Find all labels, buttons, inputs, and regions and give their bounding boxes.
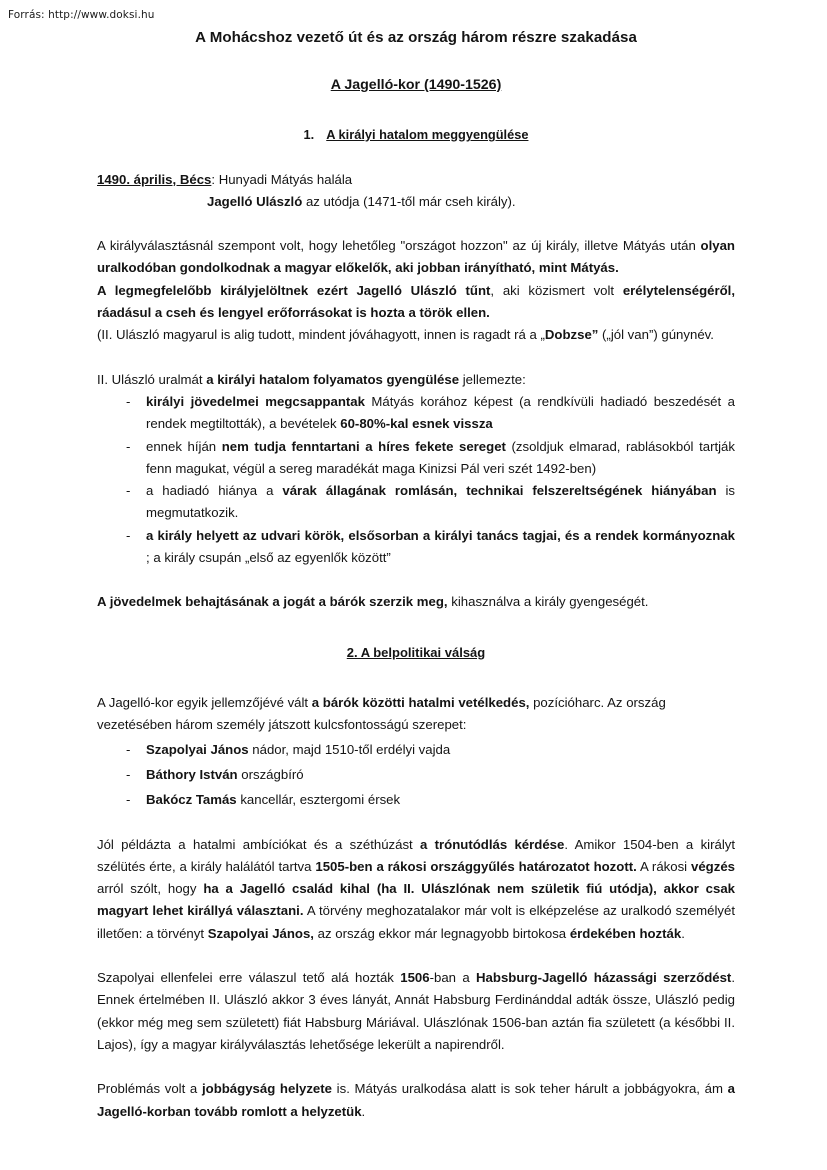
succession-part2: . Amikor 1504-ben a királyt szélütés érte, a király halálától tartva xyxy=(97,836,736,874)
succession-bold6: érdekében hozták xyxy=(569,925,682,941)
succession-part5: A törvény meghozatalakor már volt is elképzelése az uralkodó személyét illetően: a törvényt xyxy=(97,903,735,941)
section-2-heading xyxy=(97,642,735,664)
item-1-bold: nem tudja fenntartani a híres fekete sereget xyxy=(221,438,506,454)
list-item xyxy=(97,737,735,762)
person-1-role: országbíró xyxy=(237,766,304,782)
paragraph-candidate xyxy=(97,280,735,325)
item-0-bold2: 60-80%-kal esnek vissza xyxy=(340,416,493,432)
section-2-title: 2. A belpolitikai válság xyxy=(346,644,486,660)
person-0-name: Szapolyai János xyxy=(146,741,249,757)
section-1-number: 1. xyxy=(303,127,315,143)
rivalry-part2: pozícióharc. Az ország vezetésében három személy játszott kulcsfontosságú szerepet: xyxy=(97,694,666,733)
successor-line xyxy=(97,191,735,213)
paragraph-nickname xyxy=(97,324,735,346)
serfs-bold1: jobbágyság helyzete xyxy=(201,1081,332,1097)
date-line xyxy=(97,169,735,191)
list-intro xyxy=(97,369,735,391)
habsburg-bold1: 1506 xyxy=(400,970,430,986)
list-intro-part2: jellemezte: xyxy=(459,371,526,387)
person-2-name: Bakócz Tamás xyxy=(146,791,237,807)
paragraph-election xyxy=(97,235,735,280)
habsburg-part2: -ban a xyxy=(429,970,477,986)
person-0-role: nádor, majd 1510-től erdélyi vajda xyxy=(248,741,451,757)
list-item xyxy=(97,787,735,812)
succession-bold3: végzés xyxy=(691,858,736,874)
succession-bold2: 1505-ben a rákosi országgyűlés határozatot hozott. xyxy=(315,858,637,874)
para-nickname-bold: Dobzse” xyxy=(544,327,599,343)
para-nickname-part1: (II. Ulászló magyarul is alig tudott, mindent jóváhagyott, innen is ragadt rá a „ xyxy=(97,327,545,343)
person-2-role: kancellár, esztergomi érsek xyxy=(236,791,401,807)
item-3-mid: ; a király csupán „első az egyenlők között” xyxy=(146,550,391,566)
item-3-bold: a király helyett az udvari körök, elsősorban a királyi tanács tagjai, és a rendek kormányoznak xyxy=(146,527,735,543)
item-2-bold: várak állagának romlásán, technikai felszereltségének hiányában xyxy=(282,483,717,499)
date-line-rest: : Hunyadi Mátyás halála xyxy=(211,171,353,187)
barons-income-rest: kihasználva a király gyengeségét. xyxy=(447,594,649,610)
succession-part6: az ország ekkor már legnagyobb birtokosa xyxy=(313,925,570,941)
successor-rest: az utódja (1471-től már cseh király). xyxy=(302,193,516,209)
para-nickname-part2: („jól van”) gúnynév. xyxy=(598,327,714,343)
serfs-part1: Problémás volt a xyxy=(97,1081,202,1097)
weakening-list xyxy=(97,391,735,569)
para-election-bold1: olyan uralkodóban gondolkodnak a magyar előkelők, aki jobban irányítható, mint Mátyás. xyxy=(97,238,735,276)
list-item xyxy=(97,762,735,787)
item-2-pre: a hadiadó hiánya a xyxy=(146,483,283,499)
document-content xyxy=(97,28,735,1123)
habsburg-part1: Szapolyai ellenfelei erre válaszul tető alá hozták xyxy=(97,970,401,986)
succession-part3: A rákosi xyxy=(636,858,692,874)
item-0-mid: Mátyás korához képest (a rendkívüli hadiadó beszedését a rendek megtiltották), a bevételek xyxy=(146,393,735,432)
para-candidate-mid: , aki közismert volt xyxy=(490,282,623,298)
list-item xyxy=(97,391,735,436)
para-candidate-bold2: erélytelenségéről, ráadásul a cseh és lengyel erőforrásokat is hozta a török ellen. xyxy=(97,282,735,321)
document-subtitle-text: A Jagelló-kor (1490-1526) xyxy=(330,77,502,93)
rivalry-bold: a bárók közötti hatalmi vetélkedés, xyxy=(311,694,530,710)
successor-name: Jagelló Ulászló xyxy=(207,193,303,209)
paragraph-succession xyxy=(97,834,735,945)
succession-bold1: a trónutódlás kérdése xyxy=(420,836,565,852)
date-line-emphasis: 1490. április, Bécs xyxy=(97,171,212,187)
para-election-part1: A királyválasztásnál szempont volt, hogy lehetőleg "országot hozzon" az új király, illetve Mátyás után xyxy=(97,238,701,254)
list-item xyxy=(97,480,735,525)
person-1-name: Báthory István xyxy=(146,766,238,782)
item-1-mid: (zsoldjuk elmarad, rablásokból tartják fenn magukat, végül a sereg maradékát maga Kinizsi Pál veri szét 1492-ben) xyxy=(146,438,735,476)
paragraph-serfs xyxy=(97,1078,735,1123)
succession-part7: . xyxy=(681,925,685,941)
rivalry-part1: A Jagelló-kor egyik jellemzőjévé vált xyxy=(97,694,312,710)
item-0-bold1: királyi jövedelmei megcsappantak xyxy=(146,393,365,409)
habsburg-bold2: Habsburg-Jagelló házassági szerződést xyxy=(476,970,732,986)
para-candidate-bold: A legmegfelelőbb királyjelöltnek ezért Jagelló Ulászló tűnt xyxy=(97,282,491,298)
habsburg-part3: . Ennek értelmében II. Ulászló akkor 3 éves lányát, Annát Habsburg Ferdinánddal adták össze, Ulászló pedig (ekkor még meg sem született) fiát Habsburg Máriával. Ulászlónak 1506-ban aztán fia született (a későbbi II. Lajos), így a magyar királyválasztás lehetősége lekerült a napirendről. xyxy=(97,970,735,1052)
succession-part1: Jól példázta a hatalmi ambíciókat és a széthúzást xyxy=(97,836,421,852)
item-1-pre: ennek híján xyxy=(146,438,222,454)
section-1-heading xyxy=(97,124,735,146)
serfs-bold2: a Jagelló-korban tovább romlott a helyzetük xyxy=(97,1081,736,1119)
key-people-list xyxy=(97,737,735,812)
paragraph-rivalry xyxy=(97,692,735,737)
list-item xyxy=(97,525,735,570)
succession-bold4: ha a Jagelló család kihal (ha II. Ulászlónak nem születik fiú utódja), akkor csak magyart lehet királlyá választani. xyxy=(97,881,736,919)
section-1-title: A királyi hatalom meggyengülése xyxy=(326,127,529,143)
paragraph-habsburg xyxy=(97,967,735,1056)
barons-income-bold: A jövedelmek behajtásának a jogát a bárók szerzik meg, xyxy=(97,594,448,610)
serfs-part3: . xyxy=(361,1103,366,1119)
succession-part4: arról szólt, hogy xyxy=(97,881,204,897)
list-item xyxy=(97,436,735,481)
source-watermark: Forrás: http://www.doksi.hu xyxy=(8,9,155,21)
item-2-mid: is megmutatkozik. xyxy=(146,483,736,521)
succession-bold5: Szapolyai János, xyxy=(207,925,314,941)
serfs-part2: is. Mátyás uralkodása alatt is sok teher hárult a jobbágyokra, ám xyxy=(331,1081,728,1097)
page-title: A Mohácshoz vezető út és az ország három részre szakadása xyxy=(195,29,637,46)
document-subtitle xyxy=(97,74,735,96)
list-intro-bold: a királyi hatalom folyamatos gyengülése xyxy=(206,371,460,387)
list-intro-part1: II. Ulászló uralmát xyxy=(97,371,207,387)
paragraph-barons-income xyxy=(97,591,735,613)
